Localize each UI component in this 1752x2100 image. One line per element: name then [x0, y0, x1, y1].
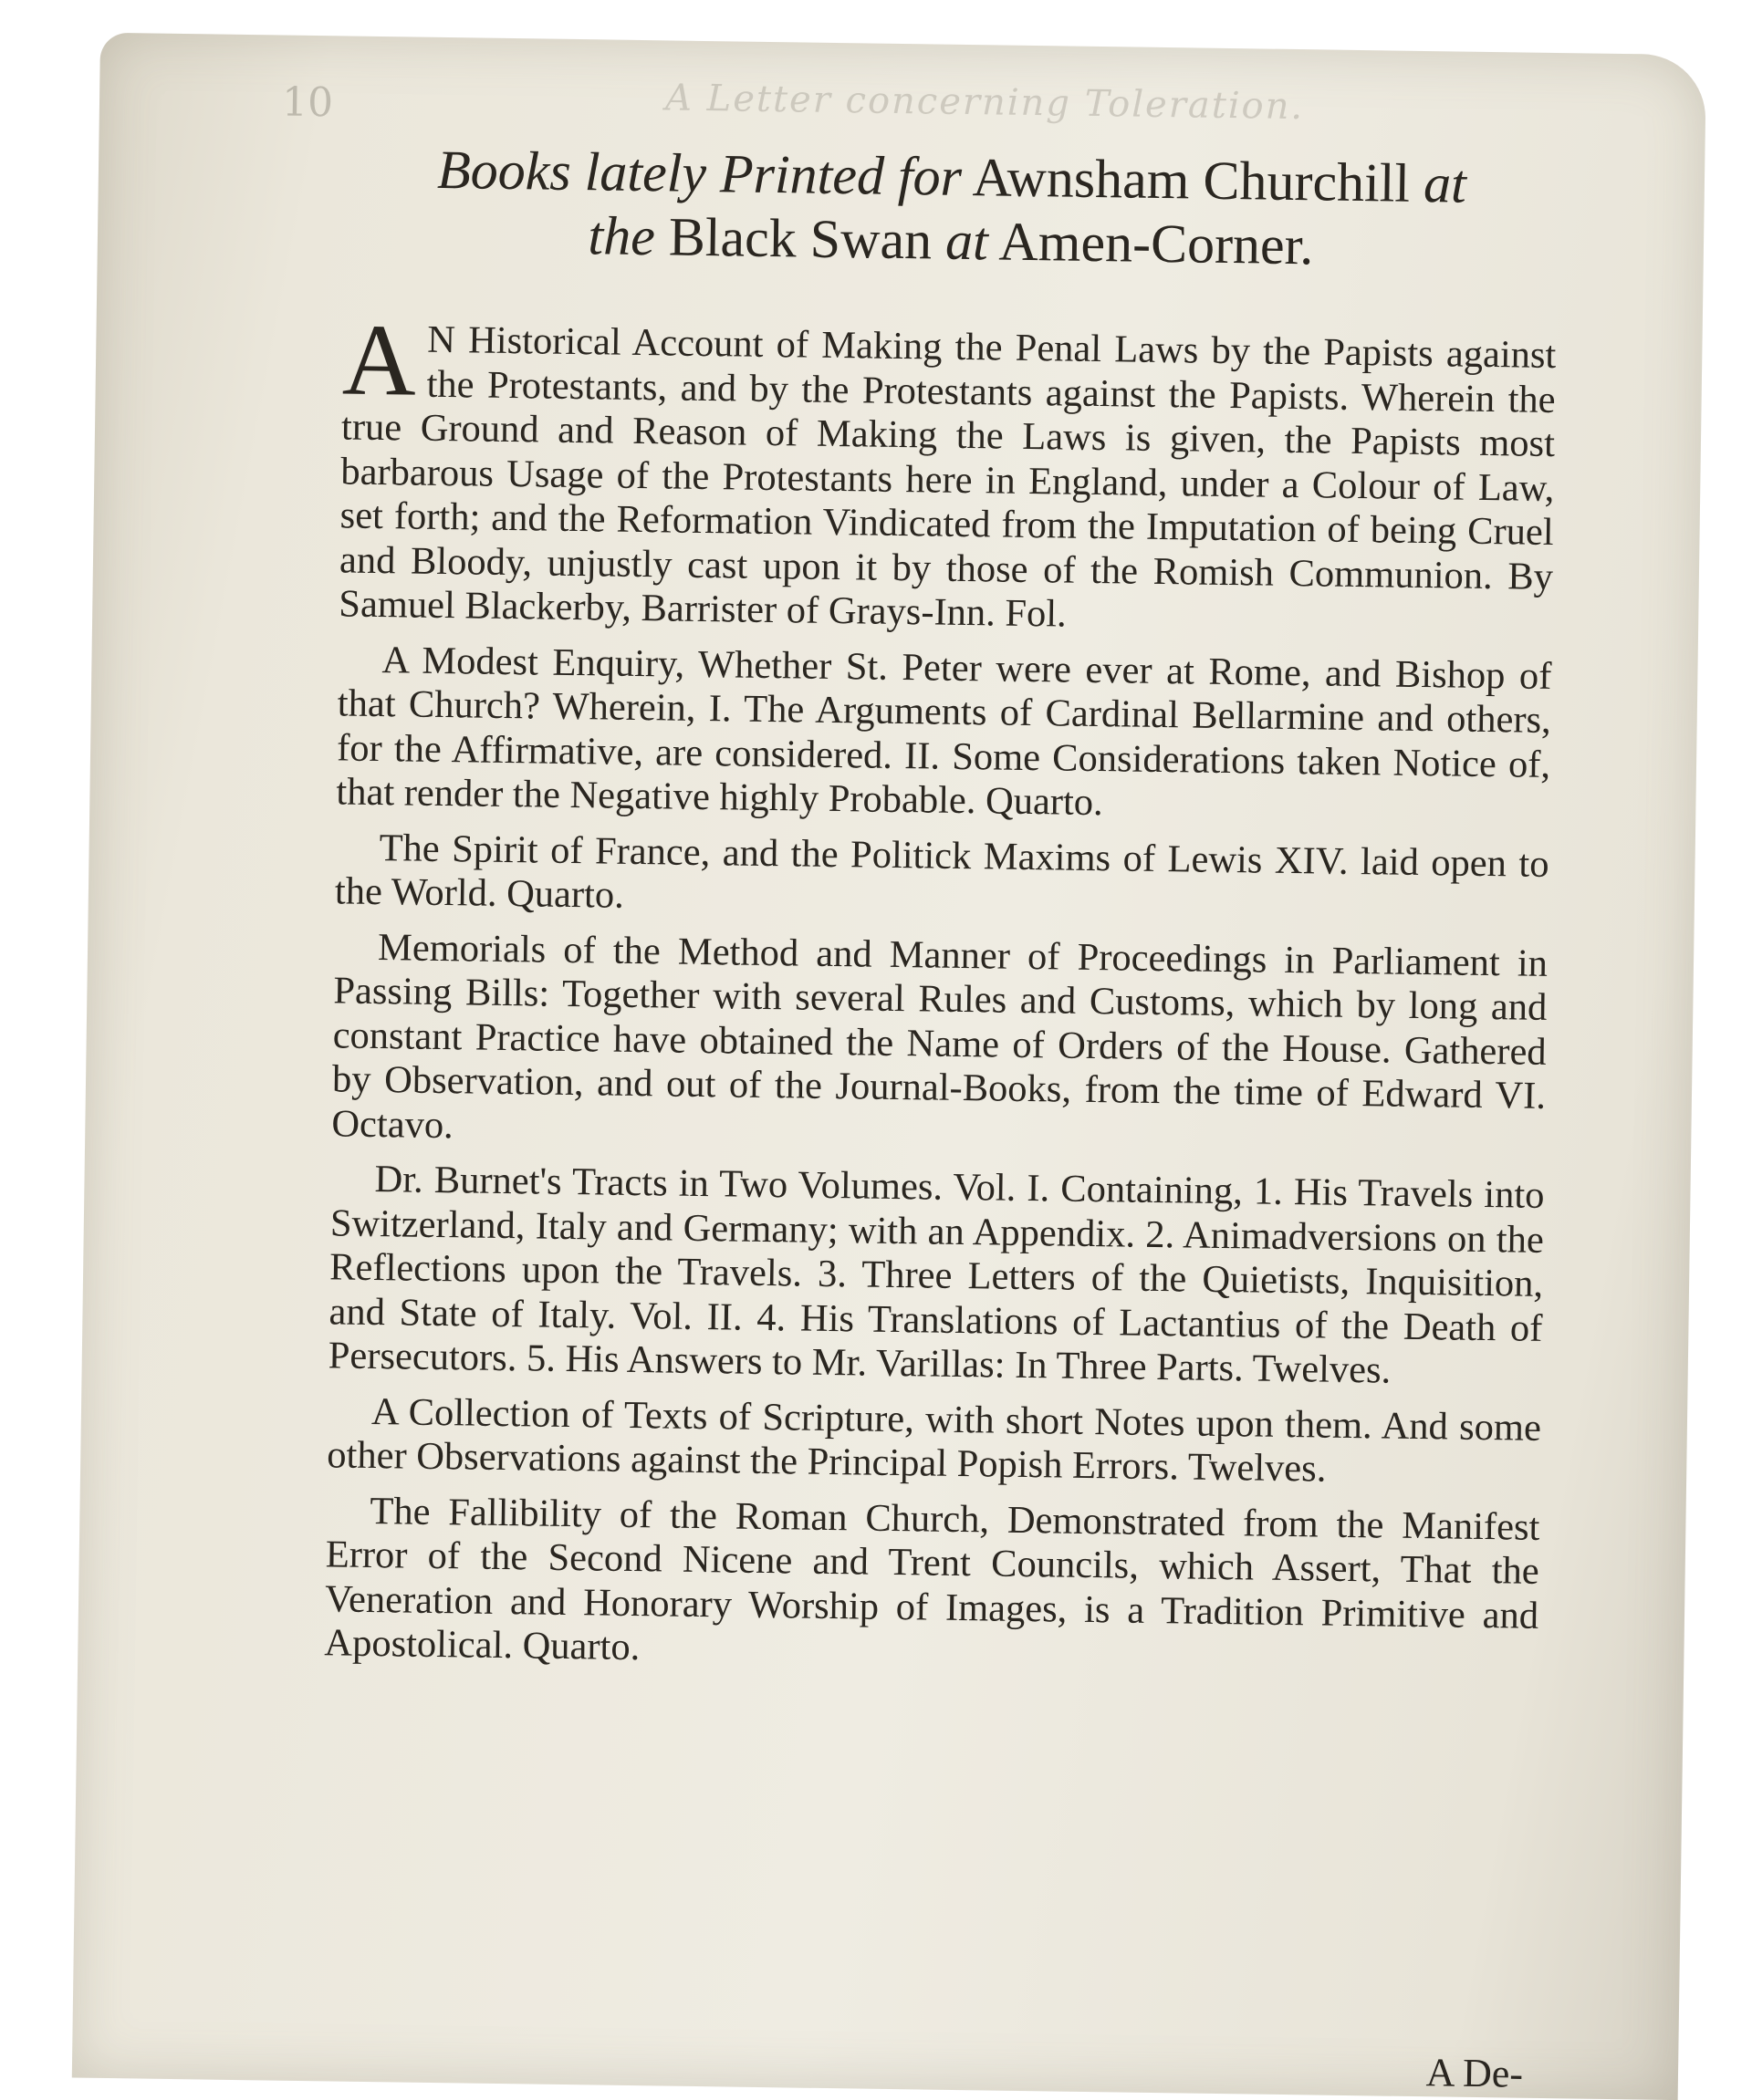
title-part-5: Black Swan	[668, 206, 933, 271]
title-part-3: at	[1423, 152, 1467, 214]
book-entry-collection-of-texts	[327, 1389, 1541, 1495]
entry-text: The Fallibility of the Roman Church, Demonstrated from the Manifest Error of the Second Nicene and Trent Councils, which Assert, That the Veneration and Honorary Worship of Images, is a Tradition Primitive and Apostolical. Quarto.	[324, 1489, 1540, 1669]
book-entry-burnet-tracts	[328, 1157, 1545, 1395]
entry-text: Dr. Burnet's Tracts in Two Volumes. Vol. I. Containing, 1. His Travels into Switzerland, Italy and Germany; with an Appendix. 2. Animadversions on the Reflections upon the Travels. 3. Three Letters of the Quietists, Inquisition, and State of Italy. Vol. II. 4. His Translations of Lactantius of the Death of Persecutors. 5. His Answers to Mr. Varillas: In Three Parts. Twelves.	[328, 1158, 1545, 1392]
page-title	[344, 136, 1559, 281]
title-part-7: Amen-Corner.	[998, 211, 1314, 276]
book-entry-memorials	[331, 925, 1548, 1163]
title-part-4: the	[588, 205, 656, 267]
book-entry-penal-laws	[339, 303, 1557, 643]
entry-text: N Historical Account of Making the Penal Laws by the Papists against the Protestants, and by the Protestants against the Papists. Wherein the true Ground and Reason of Making the Laws is given, the Papists most barbarous Usage of the Protestants here in England, under a Colour of Law, set forth; and the Reformation Vindicated from the Imputation of being Cruel and Bloody, unjustly cast upon it by those of the Romish Communion. By Samuel Blackerby, Barrister of Grays-Inn. Fol.	[339, 317, 1557, 636]
drop-cap: A	[341, 303, 417, 418]
page-content	[324, 136, 1559, 1693]
title-part-6: at	[944, 210, 989, 272]
book-entry-spirit-of-france	[335, 826, 1549, 931]
book-entry-modest-enquiry	[336, 638, 1552, 832]
entry-text: Memorials of the Method and Manner of Proceedings in Parliament in Passing Bills: Together with several Rules and Customs, which by long and constant Practice have obtained the Name of Orders of the House. Gathered by Observation, and out of the Journal-Books, from the time of Edward VI. Octavo.	[331, 925, 1549, 1147]
entry-text: A Modest Enquiry, Whether St. Peter were ever at Rome, and Bishop of that Church? Wherein, I. The Arguments of Cardinal Bellarmine and others, for the Affirmative, are considered. II. Some Considerations taken Notice of, that render the Negative highly Probable. Quarto.	[336, 638, 1552, 825]
title-part-1: Books lately Printed for	[436, 139, 963, 207]
bleed-through-header: A Letter concerning Toleration.	[664, 77, 1305, 129]
page-number: 10	[281, 78, 334, 127]
book-entry-fallibility	[324, 1489, 1540, 1683]
entry-text: The Spirit of France, and the Politick Maxims of Lewis XIV. laid open to the World. Quarto.	[334, 826, 1549, 917]
catchword: A De-	[1425, 2050, 1524, 2096]
title-part-2: Awnsham Churchill	[972, 147, 1411, 213]
entry-text: A Collection of Texts of Scripture, with short Notes upon them. And some other Observations against the Principal Popish Errors. Twelves.	[327, 1389, 1542, 1491]
book-page	[72, 33, 1706, 2100]
